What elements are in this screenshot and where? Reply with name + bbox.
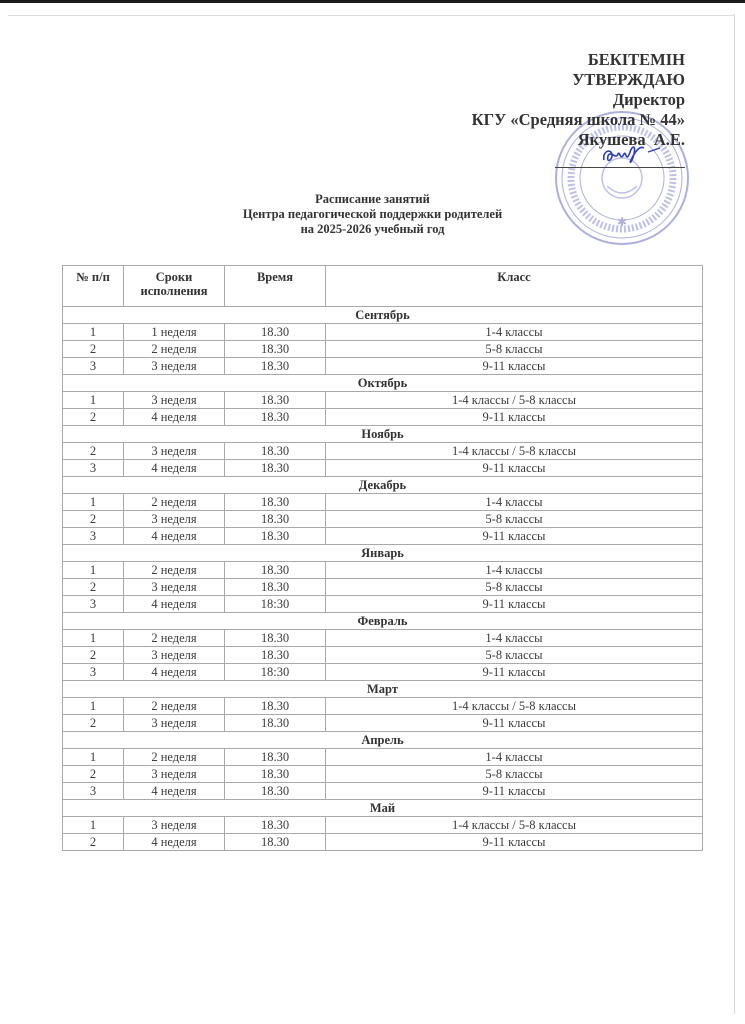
table-row	[63, 358, 703, 375]
header-time: Время	[225, 266, 326, 307]
approval-russian: УТВЕРЖДАЮ	[572, 70, 685, 89]
table-row	[63, 409, 703, 426]
month-name: Февраль	[63, 613, 703, 630]
header-number: № п/п	[63, 266, 124, 307]
cell-class: 5-8 классы	[326, 766, 703, 783]
month-name: Ноябрь	[63, 426, 703, 443]
table-row	[63, 443, 703, 460]
cell-week: 2 неделя	[124, 562, 225, 579]
cell-number: 3	[63, 783, 124, 800]
table-row	[63, 698, 703, 715]
cell-number: 2	[63, 766, 124, 783]
table-row	[63, 647, 703, 664]
cell-class: 5-8 классы	[326, 647, 703, 664]
cell-time: 18.30	[225, 817, 326, 834]
cell-class: 1-4 классы	[326, 324, 703, 341]
cell-time: 18.30	[225, 324, 326, 341]
cell-time: 18.30	[225, 341, 326, 358]
handwritten-signature-icon	[600, 140, 664, 170]
table-header-row	[63, 266, 703, 307]
cell-number: 1	[63, 749, 124, 766]
cell-week: 3 неделя	[124, 647, 225, 664]
cell-number: 2	[63, 647, 124, 664]
title-line-1: Расписание занятий	[315, 192, 430, 206]
cell-number: 2	[63, 834, 124, 851]
cell-number: 2	[63, 715, 124, 732]
cell-week: 4 неделя	[124, 783, 225, 800]
table-row	[63, 630, 703, 647]
month-row	[63, 307, 703, 324]
cell-week: 4 неделя	[124, 409, 225, 426]
month-name: Май	[63, 800, 703, 817]
cell-time: 18.30	[225, 443, 326, 460]
month-row	[63, 681, 703, 698]
month-name: Январь	[63, 545, 703, 562]
cell-week: 4 неделя	[124, 596, 225, 613]
cell-class: 1-4 классы	[326, 562, 703, 579]
cell-week: 3 неделя	[124, 392, 225, 409]
cell-class: 9-11 классы	[326, 715, 703, 732]
cell-number: 2	[63, 511, 124, 528]
approval-position: Директор	[612, 90, 685, 109]
cell-class: 1-4 классы / 5-8 классы	[326, 698, 703, 715]
cell-week: 4 неделя	[124, 664, 225, 681]
table-row	[63, 715, 703, 732]
cell-week: 2 неделя	[124, 494, 225, 511]
cell-week: 3 неделя	[124, 715, 225, 732]
cell-number: 2	[63, 579, 124, 596]
table-row	[63, 392, 703, 409]
cell-week: 3 неделя	[124, 766, 225, 783]
table-row	[63, 579, 703, 596]
cell-week: 2 неделя	[124, 630, 225, 647]
table-row	[63, 664, 703, 681]
schedule-body	[63, 307, 703, 851]
cell-week: 2 неделя	[124, 698, 225, 715]
table-row	[63, 749, 703, 766]
table-row	[63, 766, 703, 783]
cell-number: 1	[63, 562, 124, 579]
cell-class: 9-11 классы	[326, 596, 703, 613]
table-row	[63, 817, 703, 834]
cell-class: 1-4 классы / 5-8 классы	[326, 392, 703, 409]
cell-time: 18.30	[225, 698, 326, 715]
cell-time: 18.30	[225, 749, 326, 766]
page-right-edge	[734, 14, 735, 1014]
cell-time: 18.30	[225, 766, 326, 783]
header-deadline-line2: исполнения	[140, 284, 208, 298]
cell-number: 2	[63, 409, 124, 426]
cell-time: 18.30	[225, 783, 326, 800]
scan-top-band	[0, 0, 745, 3]
cell-number: 1	[63, 494, 124, 511]
cell-time: 18.30	[225, 358, 326, 375]
cell-week: 3 неделя	[124, 511, 225, 528]
cell-number: 1	[63, 392, 124, 409]
document-title	[0, 192, 745, 237]
cell-week: 2 неделя	[124, 341, 225, 358]
cell-class: 1-4 классы / 5-8 классы	[326, 443, 703, 460]
header-class: Класс	[326, 266, 703, 307]
cell-class: 9-11 классы	[326, 783, 703, 800]
cell-class: 9-11 классы	[326, 409, 703, 426]
cell-class: 9-11 классы	[326, 358, 703, 375]
cell-time: 18:30	[225, 664, 326, 681]
month-name: Апрель	[63, 732, 703, 749]
table-row	[63, 528, 703, 545]
cell-class: 1-4 классы	[326, 630, 703, 647]
cell-time: 18.30	[225, 715, 326, 732]
cell-number: 1	[63, 817, 124, 834]
cell-class: 5-8 классы	[326, 579, 703, 596]
approval-director-name: Якушева А.Е.	[577, 130, 685, 149]
cell-number: 1	[63, 324, 124, 341]
svg-text:✱: ✱	[616, 215, 628, 229]
approval-organization: КГУ «Средняя школа № 44»	[471, 110, 685, 129]
cell-time: 18.30	[225, 579, 326, 596]
cell-number: 3	[63, 528, 124, 545]
cell-time: 18.30	[225, 630, 326, 647]
cell-time: 18.30	[225, 392, 326, 409]
title-line-2: Центра педагогической поддержки родителей	[242, 207, 503, 221]
cell-number: 1	[63, 698, 124, 715]
cell-week: 4 неделя	[124, 834, 225, 851]
cell-week: 4 неделя	[124, 460, 225, 477]
cell-class: 1-4 классы / 5-8 классы	[326, 817, 703, 834]
cell-number: 1	[63, 630, 124, 647]
page-top-edge	[8, 15, 734, 16]
cell-week: 2 неделя	[124, 749, 225, 766]
month-row	[63, 545, 703, 562]
month-name: Октябрь	[63, 375, 703, 392]
month-row	[63, 477, 703, 494]
table-row	[63, 511, 703, 528]
table-row	[63, 596, 703, 613]
cell-class: 9-11 классы	[326, 664, 703, 681]
cell-number: 3	[63, 664, 124, 681]
cell-week: 3 неделя	[124, 817, 225, 834]
cell-number: 2	[63, 443, 124, 460]
cell-time: 18.30	[225, 494, 326, 511]
month-row	[63, 375, 703, 392]
month-name: Декабрь	[63, 477, 703, 494]
cell-time: 18.30	[225, 460, 326, 477]
cell-time: 18.30	[225, 511, 326, 528]
table-row	[63, 834, 703, 851]
cell-week: 3 неделя	[124, 358, 225, 375]
month-name: Сентябрь	[63, 307, 703, 324]
cell-class: 1-4 классы	[326, 749, 703, 766]
month-name: Март	[63, 681, 703, 698]
cell-time: 18.30	[225, 409, 326, 426]
month-row	[63, 732, 703, 749]
cell-class: 9-11 классы	[326, 834, 703, 851]
cell-number: 3	[63, 596, 124, 613]
cell-class: 5-8 классы	[326, 341, 703, 358]
cell-number: 3	[63, 358, 124, 375]
approval-kazakh: БЕКІТЕМІН	[587, 50, 685, 69]
cell-time: 18.30	[225, 647, 326, 664]
cell-time: 18:30	[225, 596, 326, 613]
month-row	[63, 800, 703, 817]
month-row	[63, 613, 703, 630]
cell-class: 5-8 классы	[326, 511, 703, 528]
schedule-table	[62, 265, 703, 851]
cell-week: 3 неделя	[124, 443, 225, 460]
cell-class: 1-4 классы	[326, 494, 703, 511]
cell-week: 3 неделя	[124, 579, 225, 596]
table-row	[63, 341, 703, 358]
cell-time: 18.30	[225, 562, 326, 579]
header-deadline	[124, 266, 225, 307]
table-row	[63, 460, 703, 477]
cell-number: 2	[63, 341, 124, 358]
table-row	[63, 783, 703, 800]
approval-block	[472, 50, 685, 150]
header-deadline-line1: Сроки	[155, 270, 193, 284]
cell-week: 1 неделя	[124, 324, 225, 341]
cell-week: 4 неделя	[124, 528, 225, 545]
month-row	[63, 426, 703, 443]
cell-time: 18.30	[225, 834, 326, 851]
cell-number: 3	[63, 460, 124, 477]
cell-class: 9-11 классы	[326, 528, 703, 545]
table-row	[63, 494, 703, 511]
title-line-3: на 2025-2026 учебный год	[300, 222, 445, 236]
cell-time: 18.30	[225, 528, 326, 545]
cell-class: 9-11 классы	[326, 460, 703, 477]
table-row	[63, 562, 703, 579]
table-row	[63, 324, 703, 341]
